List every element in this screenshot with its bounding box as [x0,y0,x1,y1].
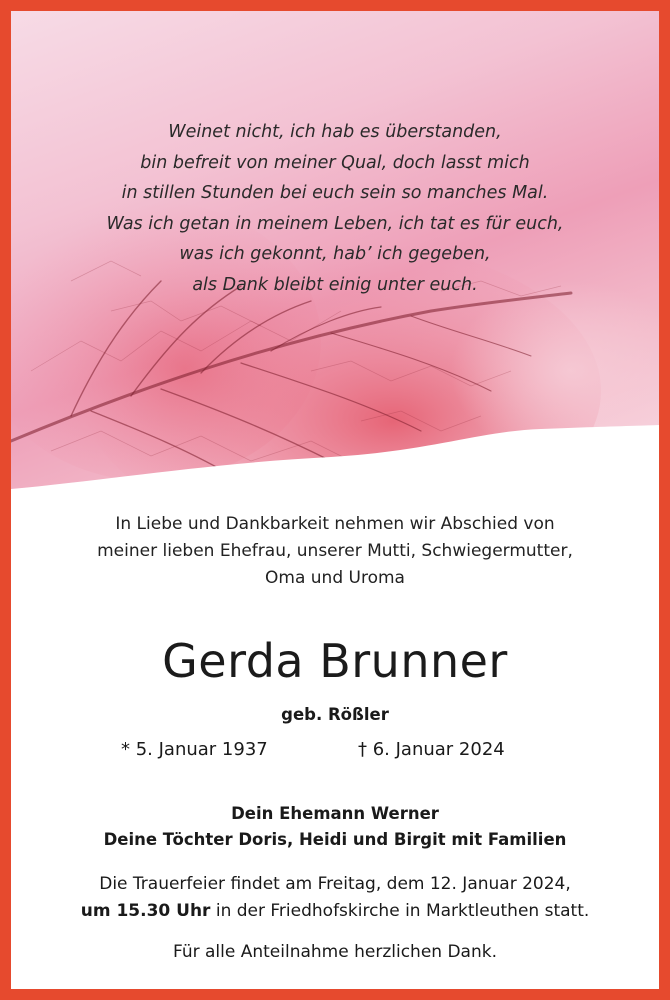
obituary-card [11,11,659,989]
poem-line: was ich gekonnt, hab’ ich gegeben, [179,244,491,264]
maiden-name: geb. Rößler [281,705,389,724]
funeral-info [11,871,659,925]
poem-line: als Dank bleibt einig unter euch. [192,274,478,295]
thanks-line: Für alle Anteilnahme herzlichen Dank. [173,942,497,962]
mourner-line: Dein Ehemann Werner [231,804,439,823]
leaf-background-image [11,11,659,511]
intro-line: Oma und Uroma [265,568,405,588]
mourner-line: Deine Töchter Doris, Heidi und Birgit mit Familien [103,830,567,849]
deceased-name: Gerda Brunner [162,634,508,688]
poem-line: bin befreit von meiner Qual, doch lasst mich [140,152,530,173]
funeral-time: um 15.30 Uhr [80,901,211,921]
poem [11,117,659,300]
funeral-line-1: Die Trauerfeier findet am Freitag, dem 12. Januar 2024, [99,874,571,894]
poem-line: in stillen Stunden bei euch sein so manches Mal. [121,183,549,203]
birth-date: * 5. Januar 1937 [121,739,268,760]
intro-line: In Liebe und Dankbarkeit nehmen wir Abschied von [115,514,555,534]
life-dates [11,736,659,764]
poem-line: Weinet nicht, ich hab es überstanden, [168,122,502,142]
death-date: † 6. Januar 2024 [358,739,505,760]
farewell-intro [11,511,659,592]
funeral-line-2 [11,898,659,925]
intro-line: meiner lieben Ehefrau, unserer Mutti, Schwiegermutter, [97,541,573,561]
poem-line: Was ich getan in meinem Leben, ich tat es für euch, [106,213,564,234]
mourners [11,801,659,853]
funeral-location: in der Friedhofskirche in Marktleuthen statt. [210,901,590,921]
